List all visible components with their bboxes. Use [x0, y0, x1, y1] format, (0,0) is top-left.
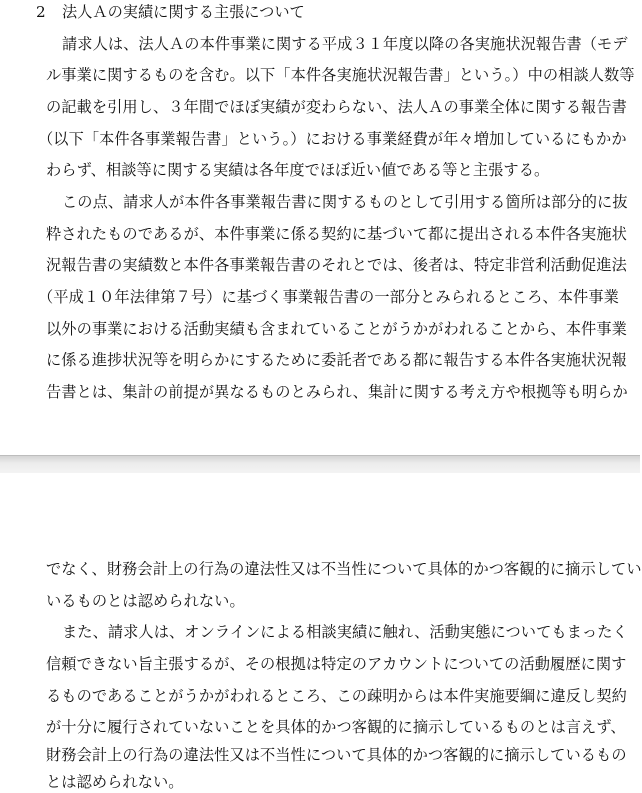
paragraph-line: 粋されたものであるが、本件事業に係る契約に基づいて都に提出される本件各実施状 — [46, 225, 627, 243]
paragraph-line: （以下「本件各事業報告書」という。）における事業経費が年々増加しているにもかか — [38, 130, 627, 148]
paragraph-line: わらず、相談等に関する実績は各年度でほぼ近い値である等と主張する。 — [46, 161, 550, 179]
paragraph-line: また、請求人は、オンラインによる相談実績に触れ、活動実態についてもまったく — [62, 623, 628, 641]
document-page-bottom — [0, 473, 642, 791]
paragraph-line: 告書とは、集計の前提が異なるものとみられ、集計に関する考え方や根拠等も明らか — [46, 383, 628, 401]
paragraph-line: でなく、財務会計上の行為の違法性又は不当性について具体的かつ客観的に摘示してい — [46, 560, 642, 578]
paragraph-line: に係る進捗状況等を明らかにするために委託者である都に報告する本件各実施状況報 — [46, 351, 627, 369]
paragraph-line: とは認められない。 — [46, 773, 184, 791]
paragraph-line: の記載を引用し、３年間でほぼ実績が変わらない、法人Ａの事業全体に関する報告書 — [46, 98, 627, 116]
page-separator — [0, 455, 640, 474]
paragraph-line: 況報告書の実績数と本件各事業報告書のそれとでは、後者は、特定非営利活動促進法 — [46, 256, 627, 274]
section-number: 2 — [36, 3, 46, 21]
paragraph-line: 信頼できない旨主張するが、その根拠は特定のアカウントについての活動履歴に関す — [46, 655, 627, 673]
paragraph-line: （平成１０年法律第７号）に基づく事業報告書の一部分とみられるところ、本件事業 — [38, 288, 619, 306]
paragraph-line: 請求人は、法人Ａの本件事業に関する平成３１年度以降の各実施状況報告書（モデ — [62, 35, 628, 53]
paragraph-line: 以外の事業における活動実績も含まれていることがうかがわれることから、本件事業 — [46, 320, 627, 338]
paragraph-line: るものであることがうかがわれるところ、この疎明からは本件実施要綱に違反し契約 — [46, 687, 627, 705]
paragraph-line: いるものとは認められない。 — [46, 592, 245, 610]
section-title: 法人Ａの実績に関する主張について — [62, 3, 305, 21]
paragraph-line: 財務会計上の行為の違法性又は不当性について具体的かつ客観的に摘示しているもの — [46, 746, 627, 764]
paragraph-line: この点、請求人が本件各事業報告書に関するものとして引用する箇所は部分的に抜 — [62, 193, 628, 211]
paragraph-line: が十分に履行されていないことを具体的かつ客観的に摘示しているものとは言えず、 — [46, 718, 626, 736]
paragraph-line: ル事業に関するものを含む。以下「本件各実施状況報告書」という。）中の相談人数等 — [46, 66, 635, 84]
